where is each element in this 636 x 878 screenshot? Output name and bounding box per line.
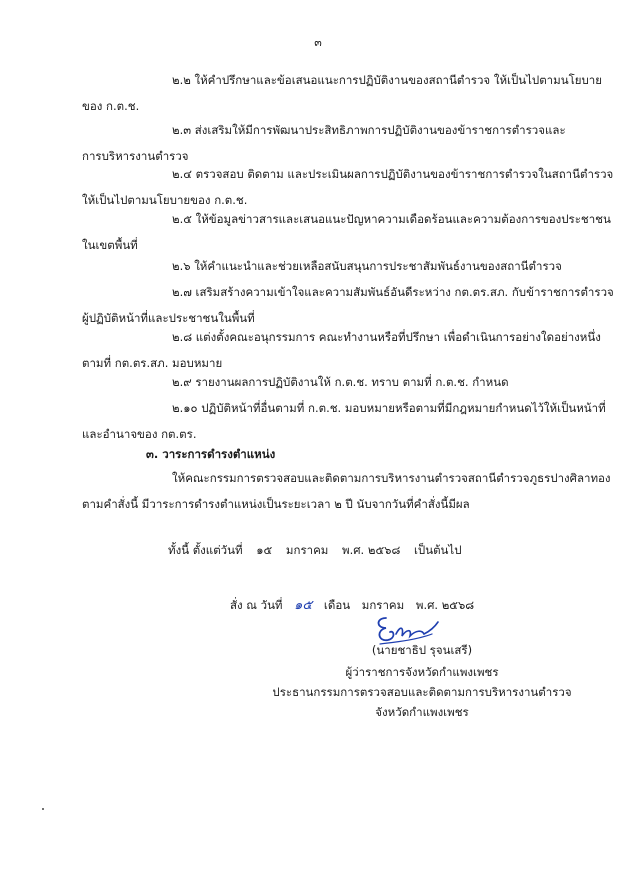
signer-province: จังหวัดกำแพงเพชร	[375, 705, 469, 719]
item-continuation: ตามที่ กต.ตร.สภ. มอบหมาย	[82, 355, 223, 370]
list-item	[82, 73, 602, 114]
item-continuation: และอำนาจของ กต.ตร.	[82, 426, 197, 441]
item-continuation: ผู้ปฏิบัติหน้าที่และประชาชนในพื้นที่	[82, 310, 255, 325]
item-text: ๒.๕ ให้ข้อมูลข่าวสารและเสนอแนะปัญหาความเดือดร้อนและความต้องการของประชาชน	[172, 212, 611, 226]
list-item	[82, 376, 574, 390]
given-year: พ.ศ. ๒๕๖๘	[415, 598, 475, 612]
item-continuation: ของ ก.ต.ช.	[82, 98, 140, 113]
effective-day: ๑๕	[256, 543, 273, 557]
list-item	[82, 285, 614, 326]
item-text: ๒.๒ ให้คำปรึกษาและข้อเสนอแนะการปฏิบัติงานของสถานีตำรวจ ให้เป็นไปตามนโยบาย	[172, 73, 602, 87]
paragraph-continuation: ตามคำสั่งนี้ มีวาระการดำรงตำแหน่งเป็นระยะเวลา ๒ ปี นับจากวันที่คำสั่งนี้มีผล	[82, 496, 470, 511]
list-item	[82, 124, 574, 164]
effective-suffix: เป็นต้นไป	[413, 543, 462, 557]
item-continuation: ให้เป็นไปตามนโยบายของ ก.ต.ช.	[82, 192, 248, 207]
item-text: ๒.๗ เสริมสร้างความเข้าใจและความสัมพันธ์อันดีระหว่าง กต.ตร.สภ. กับข้าราชการตำรวจ	[172, 285, 614, 299]
item-text: ๒.๑๐ ปฏิบัติหน้าที่อื่นตามที่ ก.ต.ช. มอบหมายหรือตามที่มีกฎหมายกำหนดไว้ให้เป็นหน้าที่	[172, 401, 606, 415]
effective-prefix: ทั้งนี้ ตั้งแต่วันที่	[168, 543, 243, 557]
signer-title: ผู้ว่าราชการจังหวัดกำแพงเพชร	[345, 665, 499, 679]
effective-month: มกราคม	[285, 543, 329, 557]
item-text: ๒.๖ ให้คำแนะนำและช่วยเหลือสนับสนุนการประชาสัมพันธ์งานของสถานีตำรวจ	[172, 259, 562, 273]
signer-role: ประธานกรรมการตรวจสอบและติดตามการบริหารงานตำรวจ	[272, 685, 572, 699]
list-item	[82, 167, 614, 208]
item-text: ๒.๔ ตรวจสอบ ติดตาม และประเมินผลการปฏิบัติงานของข้าราชการตำรวจในสถานีตำรวจ	[172, 167, 614, 181]
list-item	[82, 260, 574, 274]
list-item	[82, 212, 611, 253]
paragraph-text: ให้คณะกรรมการตรวจสอบและติดตามการบริหารงานตำรวจสถานีตำรวจภูธรปางศิลาทอง	[172, 471, 611, 485]
term-paragraph	[82, 471, 611, 512]
signer-name: (นายชาธิป รุจนเสรี)	[371, 643, 473, 657]
list-item	[82, 330, 601, 371]
given-prefix: สั่ง ณ วันที่	[230, 598, 283, 612]
item-continuation: ในเขตพื้นที่	[82, 237, 138, 252]
scan-speck	[42, 808, 44, 810]
section-heading: ๓. วาระการดำรงตำแหน่ง	[146, 447, 276, 461]
item-text: ๒.๙ รายงานผลการปฏิบัติงานให้ ก.ต.ช. ทราบ ตามที่ ก.ต.ช. กำหนด	[172, 375, 509, 389]
item-text: ๒.๓ ส่งเสริมให้มีการพัฒนาประสิทธิภาพการปฏิบัติงานของข้าราชการตำรวจและ	[172, 123, 566, 137]
item-continuation: การบริหารงานตำรวจ	[82, 148, 189, 163]
effective-year: พ.ศ. ๒๕๖๘	[342, 543, 401, 557]
given-month: มกราคม	[361, 598, 405, 612]
item-text: ๒.๘ แต่งตั้งคณะอนุกรรมการ คณะทำงานหรือที่ปรึกษา เพื่อดำเนินการอย่างใดอย่างหนึ่ง	[172, 330, 601, 344]
list-item	[82, 401, 606, 442]
effective-date-line	[168, 544, 472, 558]
given-month-label: เดือน	[323, 598, 351, 612]
page-number: ๓	[314, 36, 322, 49]
given-date-line	[230, 598, 482, 614]
given-day: ๑๕	[294, 598, 313, 613]
